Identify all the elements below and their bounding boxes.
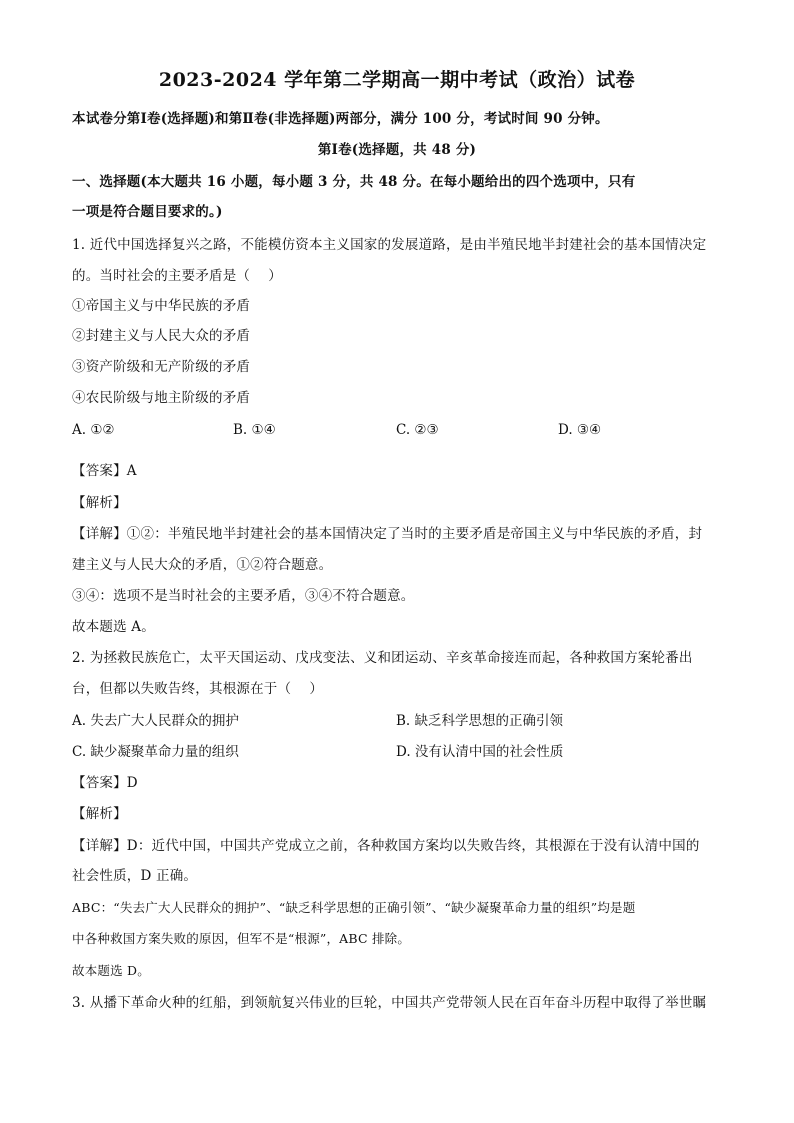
q1-option-c: C. ②③ [396,422,439,438]
part-title: 第Ⅰ卷(选择题，共 48 分) [317,142,477,158]
q2-detail-line1: 【详解】D：近代中国，中国共产党成立之前，各种救国方案均以失败告终，其根源在于没有认清中国的 [72,838,700,854]
q2-option-d: D. 没有认清中国的社会性质 [396,744,564,760]
q1-answer: 【答案】A [72,463,137,479]
q1-detail-line3: ③④：选项不是当时社会的主要矛盾，③④不符合题意。 [72,588,415,604]
q1-item-4: ④农民阶级与地主阶级的矛盾 [72,390,251,406]
q3-stem-line1: 3. 从播下革命火种的红船，到领航复兴伟业的巨轮，中国共产党带领人民在百年奋斗历程中取得了举世瞩 [72,995,707,1011]
exam-intro: 本试卷分第Ⅰ卷(选择题)和第Ⅱ卷(非选择题)两部分，满分 100 分，考试时间 90 分钟。 [72,111,609,127]
q1-item-1: ①帝国主义与中华民族的矛盾 [72,298,251,314]
q2-answer: 【答案】D [72,775,138,791]
q1-detail-line1: 【详解】①②：半殖民地半封建社会的基本国情决定了当时的主要矛盾是帝国主义与中华民族的矛盾，封 [72,526,703,542]
q1-item-3: ③资产阶级和无产阶级的矛盾 [72,359,251,375]
q1-option-a: A. ①② [72,422,115,438]
section-heading-line2: 一项是符合题目要求的。) [72,204,223,220]
q2-conclusion: 故本题选 D。 [72,963,150,978]
q2-option-c: C. 缺少凝聚革命力量的组织 [72,744,239,760]
q2-stem-line2: 台，但都以失败告终，其根源在于（ ） [72,681,324,697]
q1-analysis: 【解析】 [72,495,127,511]
q2-detail-line3: ABC：“失去广大人民群众的拥护”、“缺乏科学思想的正确引领”、“缺少凝聚革命力量的组织”均是题 [72,900,636,915]
q2-option-a: A. 失去广大人民群众的拥护 [72,713,239,729]
section-heading-line1: 一、选择题(本大题共 16 小题，每小题 3 分，共 48 分。在每小题给出的四个选项中，只有 [72,174,636,190]
q1-detail-line2: 建主义与人民大众的矛盾，①②符合题意。 [72,557,333,573]
q2-detail-line4: 中各种救国方案失败的原因，但军不是“根源”，ABC 排除。 [72,931,411,946]
q1-stem-line2: 的。当时社会的主要矛盾是（ ） [72,268,282,284]
q1-stem-line1: 1. 近代中国选择复兴之路，不能模仿资本主义国家的发展道路，是由半殖民地半封建社会的基本国情决定 [72,237,707,253]
q1-conclusion: 故本题选 A。 [72,619,155,635]
q2-detail-line2: 社会性质，D 正确。 [72,868,198,884]
q2-stem-line1: 2. 为拯救民族危亡，太平天国运动、戊戌变法、义和团运动、辛亥革命接连而起，各种救国方案轮番出 [72,650,693,666]
exam-title: 2023-2024 学年第二学期高一期中考试（政治）试卷 [158,69,636,91]
q1-item-2: ②封建主义与人民大众的矛盾 [72,328,251,344]
q2-option-b: B. 缺乏科学思想的正确引领 [396,713,564,729]
q1-option-b: B. ①④ [233,422,276,438]
q2-analysis: 【解析】 [72,806,127,822]
q1-option-d: D. ③④ [558,422,602,438]
